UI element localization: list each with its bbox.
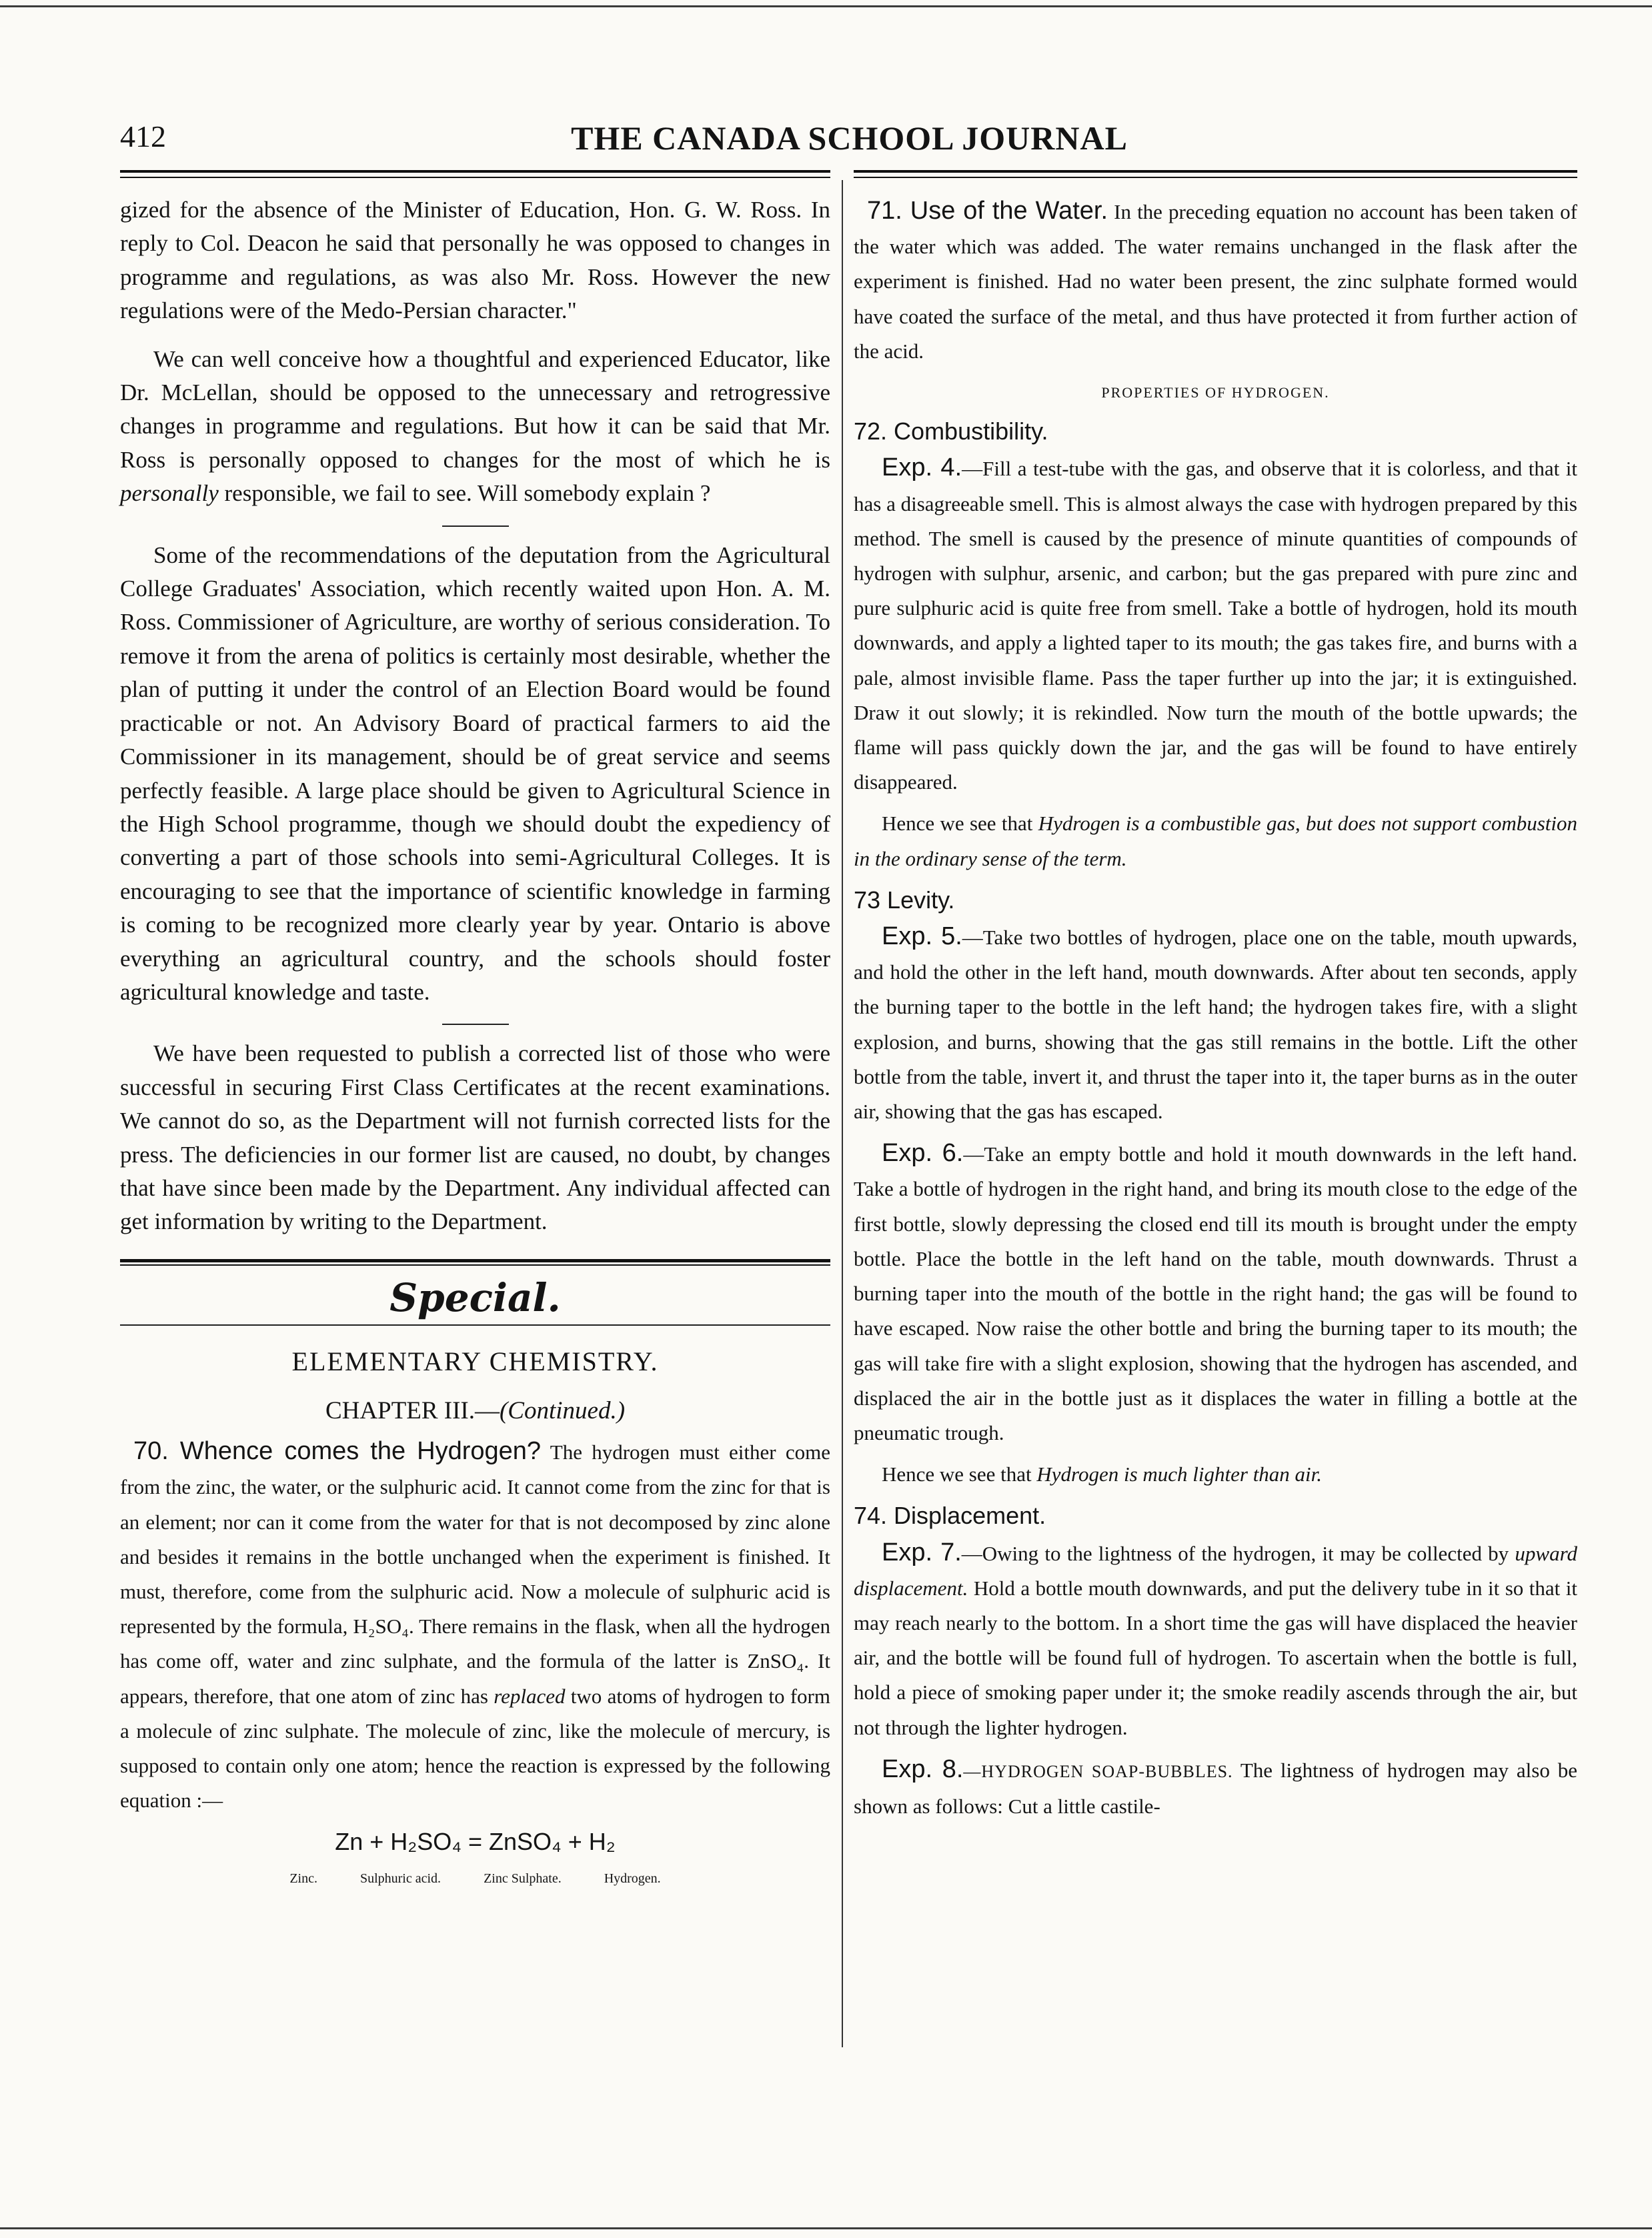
column-divider — [842, 180, 843, 2047]
section-73-heading: 73 Levity. — [854, 886, 955, 914]
left-column — [120, 193, 830, 1896]
section-rule-thin — [120, 1324, 830, 1326]
experiment-6: Exp. 6.—Take an empty bottle and hold it mouth downwards in the left hand. Take a bottle of hydrogen in the right hand, and bring its mouth close to the edge of the first bottle, slowly depressing the closed end till its mouth is brought under the empty bottle. Place the bottle in the left hand on the table, mouth downwards. Thrust a burning taper into the mouth of the bottle in the right hand; the gas will be found to have escaped. Now raise the other bottle and bring the burning taper to its mouth; the gas will take fire with a slight explosion, showing that the hydrogen has ascended, and displaced the air in the bottle just as it displaces the water in filling a bottle at the pneumatic trough. — [854, 1139, 1577, 1444]
experiment-5: Exp. 5.—Take two bottles of hydrogen, place one on the table, mouth upwards, and hold the other in the left hand, mouth downwards. After about ten seconds, apply the burning taper to the bottle in the left hand; the hydrogen takes fire, with a slight explosion, and burns, showing that the gas still remains in the bottle. Lift the other bottle from the table, invert it, and thrust the taper into it, the taper burns as in the outer air, showing that the gas has escaped. — [854, 922, 1577, 1124]
journal-title: THE CANADA SCHOOL JOURNAL — [571, 119, 1128, 157]
conclusion-levity: Hence we see that Hydrogen is much lighter than air. — [882, 1462, 1323, 1486]
chemical-equation: Zn + H₂SO₄ = ZnSO₄ + H₂ — [335, 1828, 616, 1856]
properties-heading: PROPERTIES OF HYDROGEN. — [1101, 384, 1330, 401]
separator-rule — [442, 525, 509, 527]
conclusion-combustibility: Hence we see that Hydrogen is a combustible gas, but does not support combustion in the ordinary sense of the term. — [854, 812, 1577, 870]
header-rule-left — [120, 170, 830, 178]
section-74-heading: 74. Displacement. — [854, 1502, 1046, 1530]
section-72-heading: 72. Combustibility. — [854, 417, 1048, 445]
experiment-label: Exp. 5. — [882, 922, 962, 951]
experiment-8: Exp. 8.—HYDROGEN SOAP-BUBBLES. The lightness of hydrogen may also be shown as follows: Cut a little castile- — [854, 1755, 1577, 1818]
experiment-label: Exp. 6. — [882, 1139, 964, 1168]
chemistry-article — [120, 1344, 830, 1896]
section-70: 70. Whence comes the Hydrogen? The hydrogen must either come from the zinc, the water, or the sulphuric acid. It cannot come from the zinc for that is an element; nor can it come from the water for that is not decomposed by zinc alone and besides it remains in the bottle unchanged when the experiment is finished. It must, therefore, come from the sulphuric acid. Now a molecule of sulphuric acid is represented by the formula, H₂SO₄. There remains in the flask, when all the hydrogen has come off, water and zinc sulphate, and the formula of the latter is ZnSO₄. It appears, therefore, that one atom of zinc has replaced two atoms of hydrogen to form a molecule of zinc sulphate. The molecule of zinc, like the molecule of mercury, is supposed to contain only one atom; hence the reaction is expressed by the following equation :— — [120, 1437, 830, 1813]
equation-label: Zinc Sulphate. — [484, 1871, 562, 1886]
experiment-4: Exp. 4.—Fill a test-tube with the gas, and observe that it is colorless, and that it has a disagreeable smell. This is almost always the case with hydrogen prepared by this method. The smell is caused by the presence of minute quantities of compounds of hydrogen with sulphur, arsenic, and carbon; but the gas prepared with pure zinc and pure sulphuric acid is quite free from smell. Take a bottle of hydrogen, hold its mouth downwards, and apply a lighted taper to its mouth; the gas takes fire, and burns with a pale, almost invisible flame. Pass the taper further up into the jar; it is extinguished. Draw it out slowly; it is rekindled. Now turn the mouth of the bottle upwards; the flame will pass quickly down the jar, and the gas will be found to have entirely disappeared. — [854, 453, 1578, 794]
experiment-label: Exp. 4. — [882, 453, 962, 482]
header-rule-right — [854, 170, 1577, 178]
right-column — [854, 193, 1577, 1831]
page-number: 412 — [120, 119, 166, 153]
chapter-title: CHAPTER III.—(Continued.) — [325, 1396, 626, 1424]
section-rule — [120, 1259, 830, 1266]
section-heading: 70. Whence comes the Hydrogen? — [133, 1437, 542, 1466]
section-71: 71. Use of the Water. In the preceding equation no account has been taken of the water which was added. The water remains unchanged in the flask after the experiment is finished. Had no water been present, the zinc sulphate formed would have coated the surface of the metal, and thus have protected it from further action of the acid. — [854, 197, 1578, 363]
section-title-special: Special. — [389, 1274, 561, 1320]
equation-label: Hydrogen. — [604, 1871, 661, 1886]
page-header — [120, 119, 1579, 165]
equation-label: Sulphuric acid. — [359, 1871, 442, 1886]
editorial-paragraph: We have been requested to publish a corrected list of those who were successful in securing First Class Certificates at the recent examinations. We cannot do so, as the Department will not furnish corrected lists for the press. The deficiencies in our former list are caused, no doubt, by changes that have since been made by the Department. Any individual affected can get information by writing to the Department. — [120, 1040, 830, 1235]
experiment-label: Exp. 7. — [882, 1538, 962, 1566]
editorial-paragraph: gized for the absence of the Minister of Education, Hon. G. W. Ross. In reply to Col. Deacon he said that personally he was opposed to changes in programme and regulations, as was also Mr. Ross. However the new regulations were of the Medo-Persian character." — [120, 197, 830, 324]
experiment-label: Exp. 8. — [882, 1755, 964, 1783]
experiment-7: Exp. 7.—Owing to the lightness of the hydrogen, it may be collected by upward displacement. Hold a bottle mouth downwards, and put the delivery tube in it so that it may reach nearly to the bottom. In a short time the gas will have displaced the heavier air, and the bottle will be found full of hydrogen. To ascertain when the bottle is full, hold a piece of smoking paper under it; the smoke readily ascends through the air, but not through the lighter hydrogen. — [854, 1538, 1578, 1739]
separator-rule — [442, 1024, 509, 1025]
scan-edge-bottom — [0, 2227, 1652, 2229]
editorial-paragraph: Some of the recommendations of the deputation from the Agricultural College Graduates' Association, which recently waited upon Hon. A. M. Ross. Commissioner of Agriculture, are worthy of serious consideration. To remove it from the arena of politics is certainly most desirable, whether the plan of putting it under the control of an Election Board would be found practicable or not. An Advisory Board of practical farmers to aid the Commissioner in its management, should be of great service and seems perfectly feasible. A large place should be given to Agricultural Science in the High School programme, though we should doubt the expediency of converting a part of those schools into semi-Agricultural Colleges. It is encouraging to see that the importance of scientific knowledge in farming is coming to be recognized more clearly year by year. Ontario is above everything an agricultural country, and the schools should foster agricultural knowledge and taste. — [120, 541, 830, 1005]
scan-edge-top — [0, 5, 1652, 7]
article-title: ELEMENTARY CHEMISTRY. — [291, 1346, 659, 1376]
section-heading: 71. Use of the Water. — [867, 197, 1108, 225]
editorial-paragraph: We can well conceive how a thoughtful and experienced Educator, like Dr. McLellan, should be opposed to the unnecessary and retrogressive changes in programme and regulations. But how it can be said that Mr. Ross is personally opposed to changes for the most of which he is personally responsible, we fail to see. Will somebody explain ? — [120, 345, 830, 507]
equation-label: Zinc. — [289, 1871, 317, 1886]
editorial-notes — [120, 193, 830, 1239]
equation-labels — [120, 1861, 830, 1896]
